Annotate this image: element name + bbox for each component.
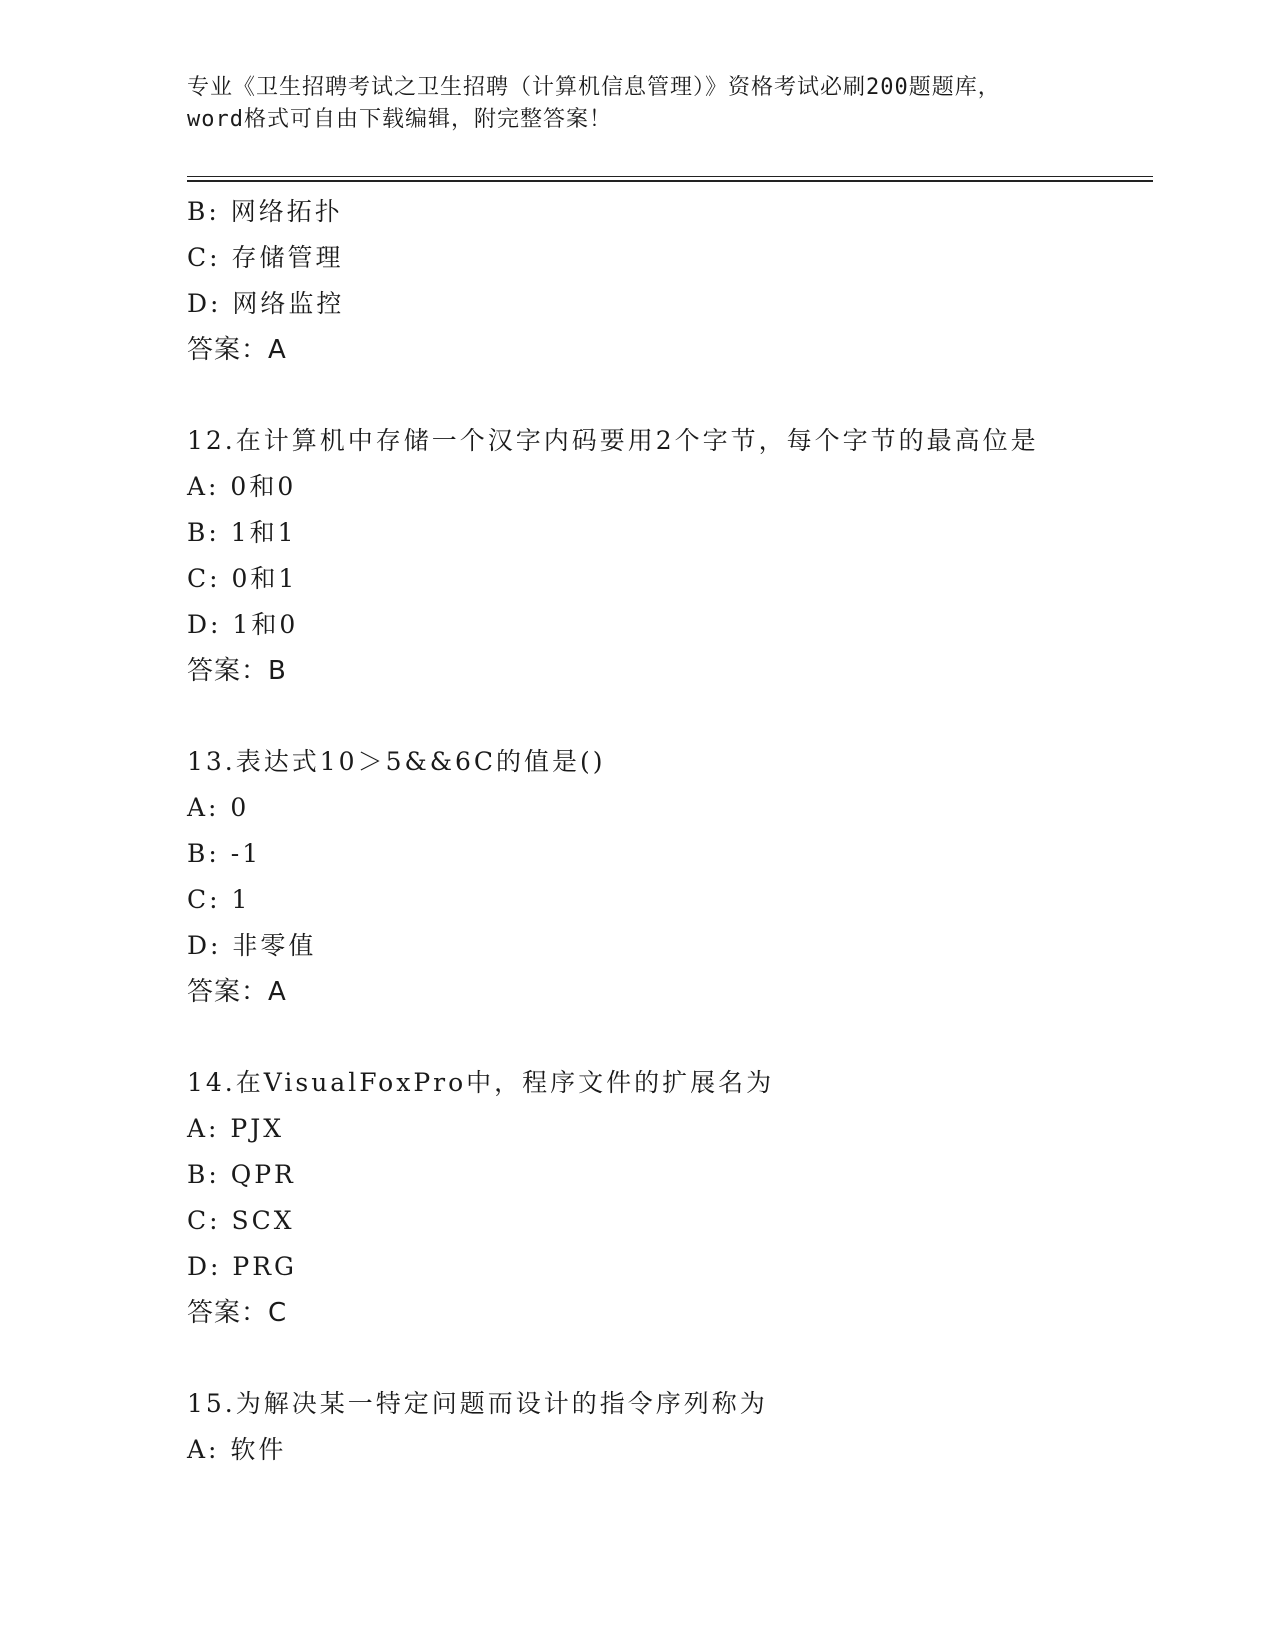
question-spacer: [187, 373, 1147, 418]
answer-line: 答案：A: [187, 977, 287, 1007]
option-a: A: 软件: [187, 1435, 287, 1464]
option-c: C: SCX: [187, 1206, 295, 1235]
answer-line: 答案：A: [187, 335, 287, 365]
option-b: B: 1和1: [187, 518, 297, 547]
question-15: [187, 1381, 1147, 1473]
header-divider-thin: [187, 176, 1153, 177]
option-d: D: 1和0: [187, 610, 299, 639]
document-header: [187, 72, 1087, 136]
question-text: 15.为解决某一特定问题而设计的指令序列称为: [187, 1389, 768, 1418]
header-title-line-2: word格式可自由下载编辑，附完整答案！: [187, 107, 612, 132]
option-b: B: -1: [187, 839, 262, 868]
answer-line: 答案：C: [187, 1298, 288, 1328]
header-title-line-1: 专业《卫生招聘考试之卫生招聘（计算机信息管理）》资格考试必刷200题题库，: [187, 75, 1001, 100]
question-text: 13.表达式10＞5&&6C的值是(): [187, 747, 606, 776]
option-b: B: 网络拓扑: [187, 197, 343, 226]
option-a: A: PJX: [187, 1114, 285, 1143]
option-a: A: 0: [187, 793, 250, 822]
option-a: A: 0和0: [187, 472, 297, 501]
question-spacer: [187, 1015, 1147, 1060]
question-12: [187, 418, 1147, 694]
question-13: [187, 739, 1147, 1015]
question-11-partial: [187, 189, 1147, 373]
option-d: D: 网络监控: [187, 289, 345, 318]
question-list: [187, 189, 1147, 1473]
header-divider-thick: [187, 180, 1153, 182]
question-spacer: [187, 1336, 1147, 1381]
question-14: [187, 1060, 1147, 1336]
option-d: D: PRG: [187, 1252, 298, 1281]
option-c: C: 1: [187, 885, 251, 914]
option-d: D: 非零值: [187, 931, 317, 960]
question-text: 14.在VisualFoxPro中，程序文件的扩展名为: [187, 1068, 775, 1097]
question-text: 12.在计算机中存储一个汉字内码要用2个字节，每个字节的最高位是: [187, 426, 1039, 455]
option-b: B: QPR: [187, 1160, 296, 1189]
question-spacer: [187, 694, 1147, 739]
option-c: C: 0和1: [187, 564, 298, 593]
answer-line: 答案：B: [187, 656, 287, 686]
option-c: C: 存储管理: [187, 243, 344, 272]
